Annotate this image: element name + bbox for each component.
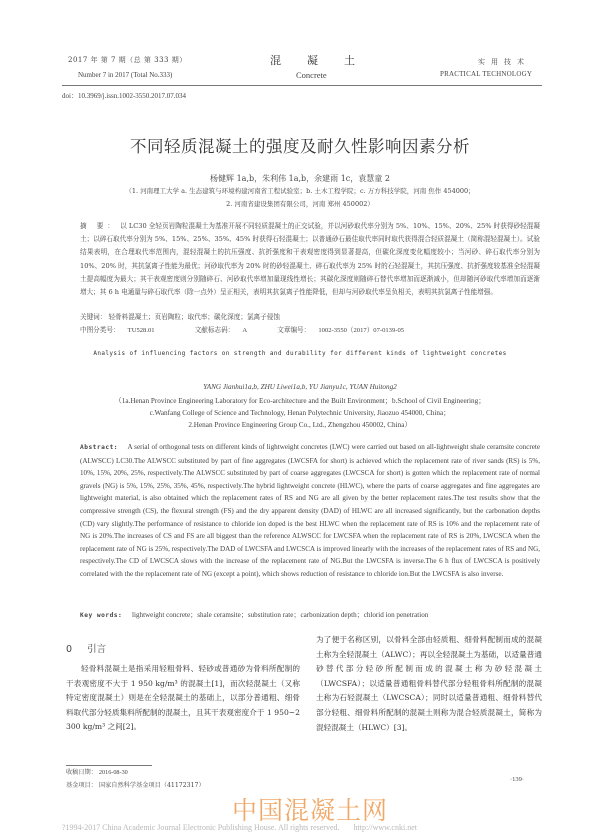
abstract-cn xyxy=(80,220,540,299)
received-date: 2016-08-30 xyxy=(98,769,128,776)
affiliation-cn-1: （1. 河南理工大学 a. 生态建筑与环境构建河南省工程试验室；b. 土木工程学院；c. 万方科技学院，河南 焦作 454000； xyxy=(125,187,475,195)
cnki-link[interactable]: http://www.cnki.net xyxy=(353,823,417,832)
keywords-en-label: Key words: xyxy=(80,612,123,619)
abstract-en-label: Abstract: xyxy=(80,444,119,451)
abstract-en-text: A serial of orthogonal tests on different kinds of lightweight concretes (LWC) were carried out based on all-lightweight shale ceramsite concrete (ALWSCC) LC30.The ALWSCC substituted by part of fine aggregates (LWCSFA for short) is achieved which the replacement rate of river sands (RS) is 5%, 10%, 15%, 20%, 25%, respectively.The ALWSCC substituted by part of coarse aggregates (LWCSCA for short) is gotten which the replacement rate of normal gravels (NG) is 5%, 15%, 25%, 35%, 45%, respectively.The hybrid lightweight concrete (HLWC), where the parts of coarse aggregates and fine aggregates are lightweight material, is also obtained which the replacement rates of RS and NG are all given by the better replacement rates.The test results show that the compressive strength (CS), the flexural strength (FS) and the dry apparent density (DAD) of HLWC are all increased significantly, but the carbonation depths (CD) vary slightly.The performance of resistance to chloride ion doped is the best HLWC when the replacement rate of RS is 10% and the replacement rate of NG is 20%.The increases of CS and FS are all biggest than the reference ALWSCC for LWCSFA when the replacement rate of RS is 20%, LWCSCA when the replacement rate of NG is 25%, respectively.The DAD of LWCSFA and LWCSCA is improved linearly with the increases of the replacement rates of RS and NG, respectively.The CD of LWCSCA slows with the increase of the replacement rate of NG.But the LWCSFA is inverse.The 6 h flux of LWCSCA is positively correlated with the the replacement rate of NG (except a point), which shows reduction of resistance to chloride ion.But the LWCSFA is also inverse. xyxy=(80,443,540,578)
abstract-en xyxy=(80,441,540,581)
header-rule xyxy=(62,85,542,86)
body-left-column: 轻骨料混凝土是指采用轻粗骨料、轻砂或普通砂为骨料所配制的干表观密度不大于 1 950 kg/m³ 的混凝土[1]，而次轻混凝土（又称特定密度混凝土）则是在全轻混凝土的基础上，以部分普通粗、细骨料取代部分轻质集料所配制的混凝土，且其干表观密度介于 1 950~2 300 kg/m³ 之间[2]。 xyxy=(66,664,300,732)
page-number: ·139· xyxy=(510,776,525,783)
abstract-cn-text: 以 LC30 全轻页岩陶粒混凝土为基准开展不同轻质混凝土的正交试验，并以河砂取代率分别为 5%、10%、15%、20%、25% 时获得砂轻混凝土；以碎石取代率分别为 5%、15%、25%、35%、45% 时获得石轻混凝土；以普通砂石最佳取代率同时取代获得混合轻质混凝土（简称混轻混凝土）。试验结果表明，在合理取代率范围内，混轻混凝土的抗压强度、抗折强度和干表观密度得到显著提高，但碳化深度变化幅度较小；当河砂、碎石取代率分别为 10%、20% 时，其抗氯离子性能为最优；河砂取代率为 20% 时的砂轻混凝土、碎石取代率为 25% 时的石轻混凝土，其抗压强度、抗折强度较基准全轻混凝土提高幅度为最大；其干表观密度则分别随碎石、河砂取代率增加量现线性增长；其碳化深度则随碎石替代率增加而逐渐减小，但却随河砂取代率增加而逐渐增大；其 6 h 电通量与碎石取代率（除一点外）呈正相关，表明其抗氯离子性能降低，但却与河砂取代率呈负相关，表明其抗氯离子性能增强。 xyxy=(80,222,540,297)
clc-label: 中图分类号： xyxy=(80,326,120,334)
section-number: 0 xyxy=(66,644,73,655)
doc-code-label: 文献标志码： xyxy=(194,326,235,334)
fund-label: 基金项目： xyxy=(66,782,97,789)
keywords-cn xyxy=(80,311,280,321)
paper-title-en: Analysis of influencing factors on strength and durability for different kinds of lightweight concretes xyxy=(93,350,507,357)
authors-en: YANG Jianhui1a,b, ZHU Liwei1a,b, YU Jianyu1c, YUAN Huitong2 xyxy=(203,383,397,391)
keywords-en xyxy=(80,610,540,620)
column-name-en: PRACTICAL TECHNOLOGY xyxy=(440,70,533,78)
affiliation-en-2: c.Wanfang College of Science and Technology, Henan Polytechnic University, Jiaozuo 454000, China； xyxy=(149,409,451,417)
article-no-label: 文章编号： xyxy=(277,326,311,334)
keywords-cn-text: 轻骨料混凝土；页岩陶粒；取代率；碳化深度；氯离子侵蚀 xyxy=(108,313,280,321)
affiliation-en-3: 2.Henan Province Engineering Group Co., Ltd., Zhengzhou 450002, China） xyxy=(188,421,412,429)
section-heading xyxy=(66,641,106,655)
fund-value: 国家自然科学基金项目（41172317） xyxy=(98,782,205,789)
doi[interactable]: doi：10.3969/j.issn.1002-3550.2017.07.034 xyxy=(62,92,187,100)
abstract-cn-label: 摘 要： xyxy=(80,222,118,230)
footnote-rule xyxy=(66,765,152,766)
footnote-fund xyxy=(66,780,205,789)
keywords-en-text: lightweight concrete；shale ceramsite；substitution rate；carbonization depth；chlorid ion penetration xyxy=(132,611,429,619)
journal-name-en: Concrete xyxy=(296,70,327,80)
clc-value: TU528.01 xyxy=(127,327,155,334)
classification-line xyxy=(80,324,540,334)
authors-cn: 杨健辉 1a,b，朱利伟 1a,b，余建雨 1c，袁慧童 2 xyxy=(210,174,390,183)
body-right-column: 为了便于名称区别，以骨料全部由轻质粗、细骨料配制而成的混凝土称为全轻混凝土（ALWC）；再以全轻混凝土为基础，以适量普通砂替代部分轻砂所配制而成的混凝土称为砂轻混凝土（LWCSFA）；以适量普通粗骨料替代部分轻粗骨料所配制的混凝土称为石轻混凝土（LWCSCA）；同时以适量普通粗、细骨料替代部分轻粗、细骨料所配制的混凝土则称为混合轻质混凝土，简称为混轻混凝土（HLWC）[3]。 xyxy=(316,635,542,732)
affiliation-en-1: （1a.Henan Province Engineering Laboratory for Eco-architecture and the Built Environment；b.School of Civil Engineering； xyxy=(114,397,486,405)
article-no-value: 1002-3550（2017）07-0139-05 xyxy=(318,327,405,334)
column-name-cn: 实用技术 xyxy=(478,58,530,66)
section-title: 引言 xyxy=(87,644,107,655)
affiliation-cn-2: 2. 河南省建设集团有限公司，河南 郑州 450002） xyxy=(226,200,374,208)
doc-code-value: A xyxy=(242,327,248,334)
footnote-received xyxy=(66,767,128,776)
received-label: 收稿日期： xyxy=(66,769,97,776)
issue-en: Number 7 in 2017 (Total No.333) xyxy=(78,71,173,79)
issue-cn: 2017 年 第 7 期（总 第 333 期） xyxy=(68,56,187,64)
watermark-logo: 中国混凝土网 xyxy=(232,796,389,825)
keywords-cn-label: 关键词： xyxy=(80,313,107,321)
journal-name-cn: 混凝土 xyxy=(270,54,381,67)
copyright-text: ?1994-2017 China Academic Journal Electronic Publishing House. All rights reserved. xyxy=(62,823,340,832)
copyright-line xyxy=(62,823,417,832)
paper-title-cn: 不同轻质混凝土的强度及耐久性影响因素分析 xyxy=(130,137,470,156)
